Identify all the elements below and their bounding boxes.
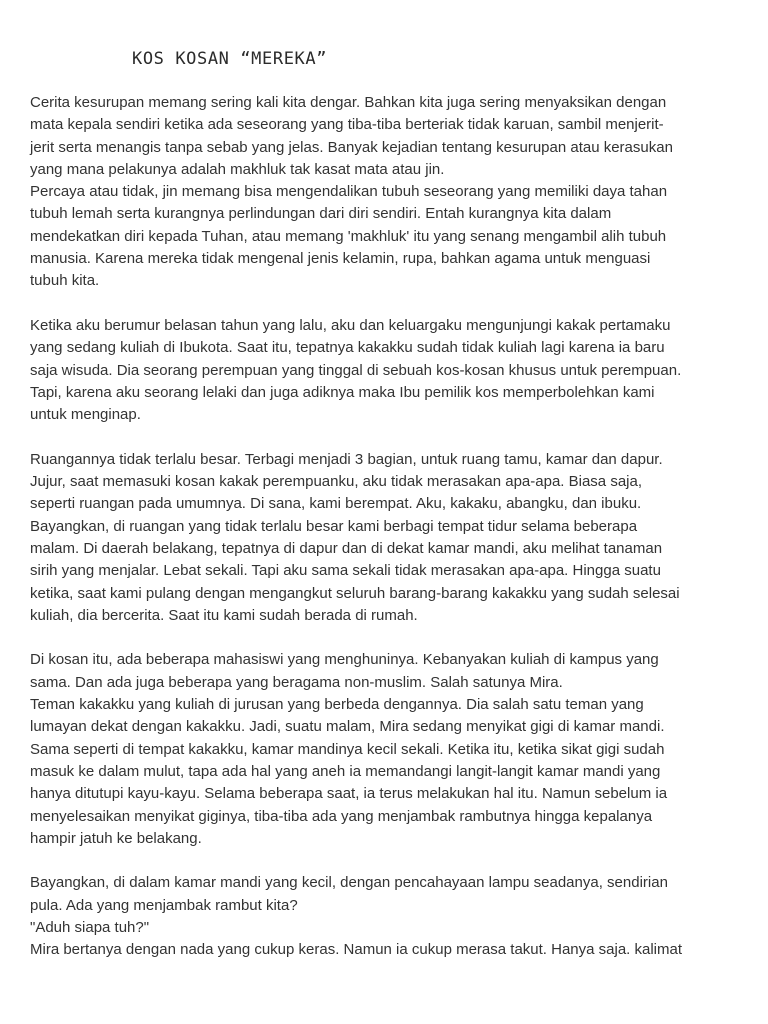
document-title: KOS KOSAN “MEREKA” (132, 49, 328, 69)
text-line: mata kepala sendiri ketika ada seseorang yang tiba-tiba berteriak tidak karuan, sambil menjerit- (30, 116, 664, 134)
text-line: sirih yang menjalar. Lebat sekali. Tapi aku sama sekali tidak merasakan apa-apa. Hingga suatu (30, 562, 661, 580)
paragraph (30, 872, 750, 961)
text-line: masuk ke dalam mulut, tapa ada hal yang aneh ia memandangi langit-langit kamar mandi yang (30, 762, 661, 780)
text-line: Cerita kesurupan memang sering kali kita dengar. Bahkan kita juga sering menyaksikan dengan (30, 94, 667, 111)
paragraph-gap (30, 426, 750, 448)
text-line: tubuh lemah serta kurangnya perlindungan dari diri sendiri. Entah kurangnya kita dalam (30, 205, 612, 223)
text-line: Jujur, saat memasuki kosan kakak perempuanku, aku tidak merasakan apa-apa. Biasa saja, (30, 473, 642, 491)
paragraph (30, 649, 750, 850)
document-body (30, 92, 750, 962)
text-line: "Aduh siapa tuh?" (30, 918, 150, 936)
paragraph (30, 315, 750, 426)
text-line: yang sedang kuliah di Ibukota. Saat itu, tepatnya kakakku sudah tidak kuliah lagi karena ia baru (30, 339, 665, 357)
paragraph-gap (30, 850, 750, 872)
paragraph-gap (30, 293, 750, 315)
text-line: ketika, saat kami pulang dengan mengangkut seluruh barang-barang kakakku yang sudah selesai (30, 584, 680, 602)
text-line: mendekatkan diri kepada Tuhan, atau memang 'makhluk' itu yang senang mengambil alih tubuh (30, 227, 667, 245)
paragraph (30, 449, 750, 627)
text-line: Sama seperti di tempat kakakku, kamar mandinya kecil sekali. Ketika itu, ketika sikat gigi sudah (30, 740, 665, 758)
text-line: kuliah, dia bercerita. Saat itu kami sudah berada di rumah. (30, 606, 418, 624)
text-line: Bayangkan, di ruangan yang tidak terlalu besar kami berbagi tempat tidur selama beberapa (30, 517, 638, 535)
text-line: sama. Dan ada juga beberapa yang beragama non-muslim. Salah satunya Mira. (30, 673, 563, 691)
text-line: jerit serta menangis tanpa sebab yang jelas. Banyak kejadian tentang kesurupan atau kerasukan (30, 138, 673, 156)
text-line: Mira bertanya dengan nada yang cukup keras. Namun ia cukup merasa takut. Hanya saja. kalimat (30, 941, 683, 959)
text-line: saja wisuda. Dia seorang perempuan yang tinggal di sebuah kos-kosan khusus untuk perempuan. (30, 361, 682, 379)
text-line: tubuh kita. (30, 272, 100, 290)
text-line: hampir jatuh ke belakang. (30, 829, 202, 847)
text-line: Teman kakakku yang kuliah di jurusan yang berbeda dengannya. Dia salah satu teman yang (30, 696, 644, 714)
paragraph-gap (30, 627, 750, 649)
text-line: Tapi, karena aku seorang lelaki dan juga adiknya maka Ibu pemilik kos memperbolehkan kami (30, 383, 655, 401)
text-line: malam. Di daerah belakang, tepatnya di dapur dan di dekat kamar mandi, aku melihat tanaman (30, 539, 663, 557)
text-line: menyelesaikan menyikat giginya, tiba-tiba ada yang menjambak rambutnya hingga kepalanya (30, 807, 653, 825)
text-line: Di kosan itu, ada beberapa mahasiswi yang menghuninya. Kebanyakan kuliah di kampus yang (30, 651, 659, 669)
text-line: Bayangkan, di dalam kamar mandi yang kecil, dengan pencahayaan lampu seadanya, sendirian (30, 874, 668, 892)
text-line: lumayan dekat dengan kakakku. Jadi, suatu malam, Mira sedang menyikat gigi di kamar mandi. (30, 718, 665, 736)
text-line: Ruangannya tidak terlalu besar. Terbagi menjadi 3 bagian, untuk ruang tamu, kamar dan dapur. (30, 450, 663, 468)
text-line: Percaya atau tidak, jin memang bisa mengendalikan tubuh seseorang yang memiliki daya tahan (30, 183, 668, 201)
text-line: Ketika aku berumur belasan tahun yang lalu, aku dan keluargaku mengunjungi kakak pertamaku (30, 316, 671, 334)
text-line: hanya ditutupi kayu-kayu. Selama beberapa saat, ia terus melakukan hal itu. Namun sebelum ia (30, 785, 668, 803)
text-line: pula. Ada yang menjambak rambut kita? (30, 896, 298, 914)
text-line: seperti ruangan pada umumnya. Di sana, kami berempat. Aku, kakaku, abangku, dan ibuku. (30, 495, 642, 513)
text-line: untuk menginap. (30, 406, 141, 424)
text-line: manusia. Karena mereka tidak mengenal jenis kelamin, rupa, bahkan agama untuk menguasi (30, 250, 651, 268)
text-line: yang mana pelakunya adalah makhluk tak kasat mata atau jin. (30, 160, 445, 178)
paragraph (30, 92, 750, 293)
